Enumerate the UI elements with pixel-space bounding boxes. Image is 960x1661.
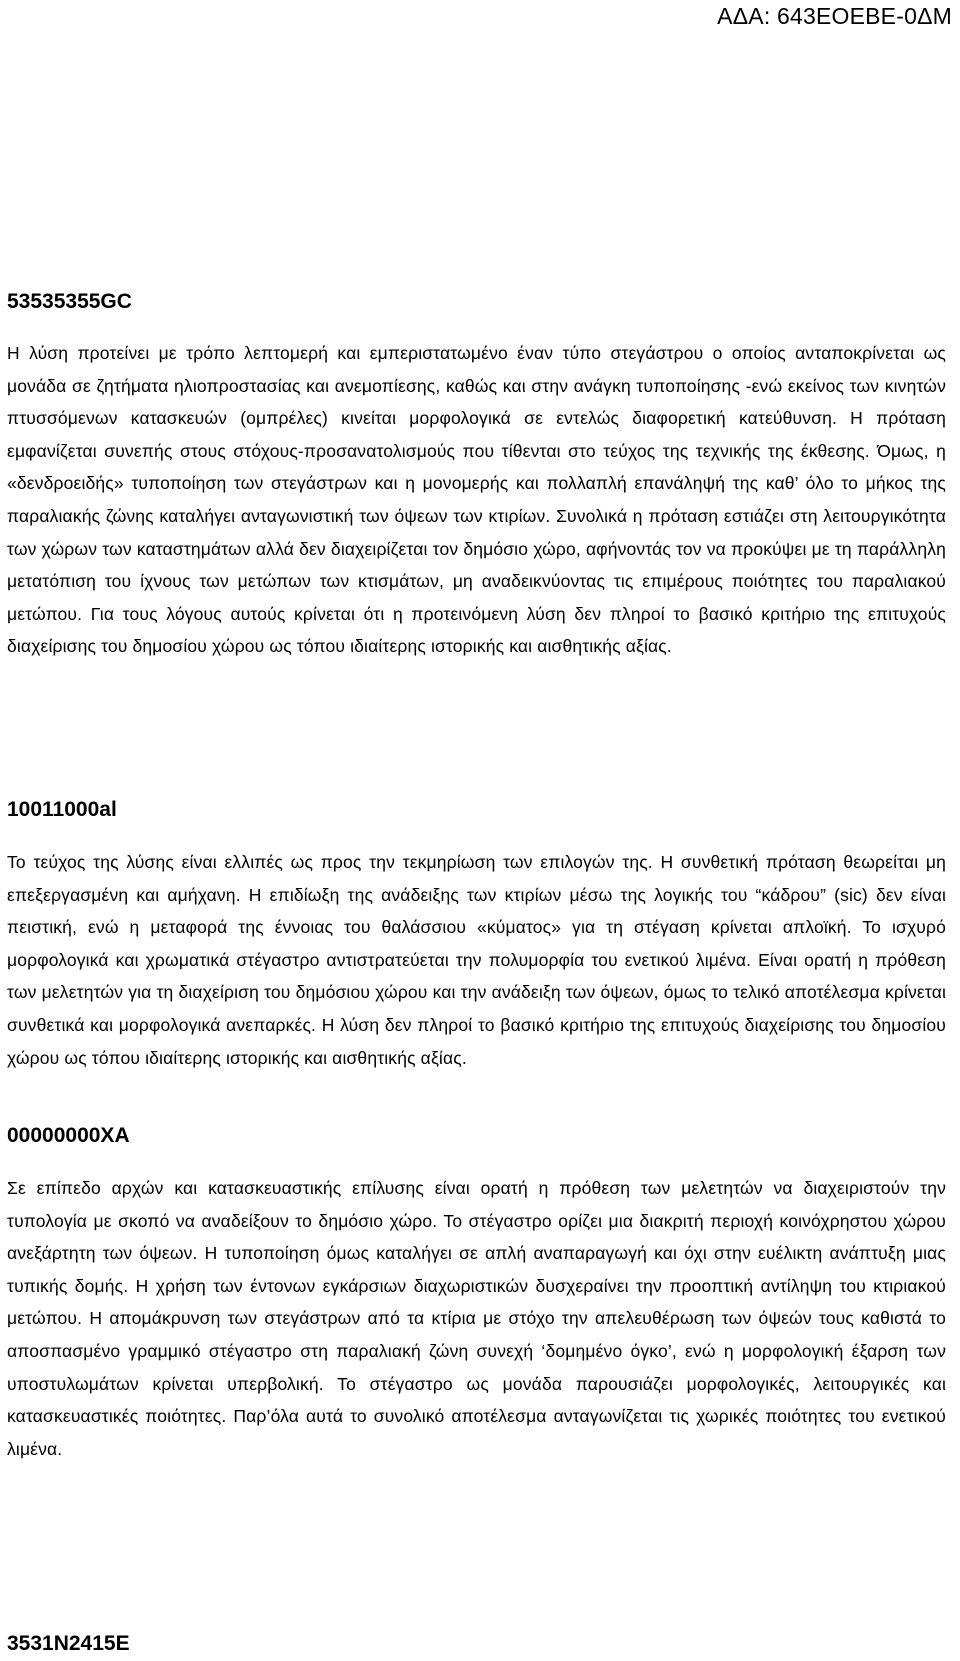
evaluation-section (7, 1632, 946, 1656)
evaluation-section (7, 290, 946, 663)
evaluation-text: Σε επίπεδο αρχών και κατασκευαστικής επίλυσης είναι ορατή η πρόθεση των μελετητών να διαχειριστούν την τυπολογία με σκοπό να αναδείξουν το δημόσιο χώρο. Το στέγαστρο ορίζει μια διακριτή περιοχή κοινόχρηστου χώρου ανεξάρτητη των όψεων. Η τυποποίηση όμως καταλήγει σε απλή αναπαραγωγή και όχι στην ευέλικτη ανάπτυξη μιας τυπικής δομής. Η χρήση των έντονων εγκάρσιων διαχωριστικών δυσχεραίνει την προοπτική αντίληψη του κτιριακού μετώπου. Η απομάκρυνση των στεγάστρων από τα κτίρια με στόχο την απελευθέρωση των όψεών τους καθιστά το αποσπασμένο γραμμικό στέγαστρο στη παραλιακή ζώνη συνεχή ‘δομημένο όγκο’, ενώ η μορφολογική έξαρση των υποστυλωμάτων κρίνεται υπερβολική. Το στέγαστρο ως μονάδα παρουσιάζει μορφολογικές, λειτουργικές και κατασκευαστικές ποιότητες. Παρ’όλα αυτά το συνολικό αποτέλεσμα ανταγωνίζεται τις χωρικές ποιότητες του ενετικού λιμένα. (7, 1178, 946, 1459)
entry-code: 53535355GC (7, 290, 132, 313)
evaluation-text: Το τεύχος της λύσης είναι ελλιπές ως προς την τεκμηρίωση των επιλογών της. Η συνθετική πρόταση θεωρείται μη επεξεργασμένη και αμήχανη. Η επιδίωξη της ανάδειξης των κτιρίων μέσω της λογικής του “κάδρου” (sic) δεν είναι πειστική, ενώ η μεταφορά της έννοιας του θαλάσσιου «κύματος» για τη στέγαση κρίνεται απλοϊκή. Το ισχυρό μορφολογικά και χρωματικά στέγαστρο αντιστρατεύεται την πολυμορφία του ενετικού λιμένα. Είναι ορατή η πρόθεση των μελετητών για τη διαχείριση του δημόσιου χώρου και την ανάδειξη των όψεων, όμως το τελικό αποτέλεσμα κρίνεται συνθετικά και μορφολογικά ανεπαρκές. Η λύση δεν πληροί το βασικό κριτήριο της επιτυχούς διαχείρισης του δημοσίου χώρου ως τόπου ιδιαίτερης ιστορικής και αισθητικής αξίας. (7, 852, 946, 1068)
ada-reference: ΑΔΑ: 643ΕΟΕΒΕ-0ΔΜ (717, 3, 952, 29)
entry-code: 00000000XA (7, 1124, 130, 1147)
evaluation-section (7, 798, 946, 1074)
evaluation-section (7, 1124, 946, 1465)
entry-code: 10011000al (7, 798, 117, 821)
evaluation-text: Η λύση προτείνει με τρόπο λεπτομερή και εμπεριστατωμένο έναν τύπο στεγάστρου ο οποίος ανταποκρίνεται ως μονάδα σε ζητήματα ηλιοπροστασίας και ανεμοπίεσης, καθώς και στην ανάγκη τυποποίησης -ενώ εκείνος των κινητών πτυσσόμενων κατασκευών (ομπρέλες) κινείται μορφολογικά σε εντελώς διαφορετική κατεύθυνση. Η πρόταση εμφανίζεται συνεπής στους στόχους-προσανατολισμούς που τίθενται στο τεύχος της τεχνικής της έκθεσης. Όμως, η «δενδροειδής» τυποποίηση των στεγάστρων και η μονομερής και πολλαπλή επανάληψή της καθ’ όλο το μήκος της παραλιακής ζώνης καταλήγει ανταγωνιστική των όψεων των κτιρίων. Συνολικά η πρόταση εστιάζει στη λειτουργικότητα των χώρων των καταστημάτων αλλά δεν διαχειρίζεται τον δημόσιο χώρο, αφήνοντάς τον να προκύψει με τη παράλληλη μετατόπιση του ίχνους των μετώπων των κτισμάτων, μη αναδεικνύοντας τις επιμέρους ποιότητες του παραλιακού μετώπου. Για τους λόγους αυτούς κρίνεται ότι η προτεινόμενη λύση δεν πληροί το βασικό κριτήριο της επιτυχούς διαχείρισης του δημοσίου χώρου ως τόπου ιδιαίτερης ιστορικής και αισθητικής αξίας. (7, 343, 946, 657)
entry-code: 3531N2415E (7, 1632, 130, 1655)
